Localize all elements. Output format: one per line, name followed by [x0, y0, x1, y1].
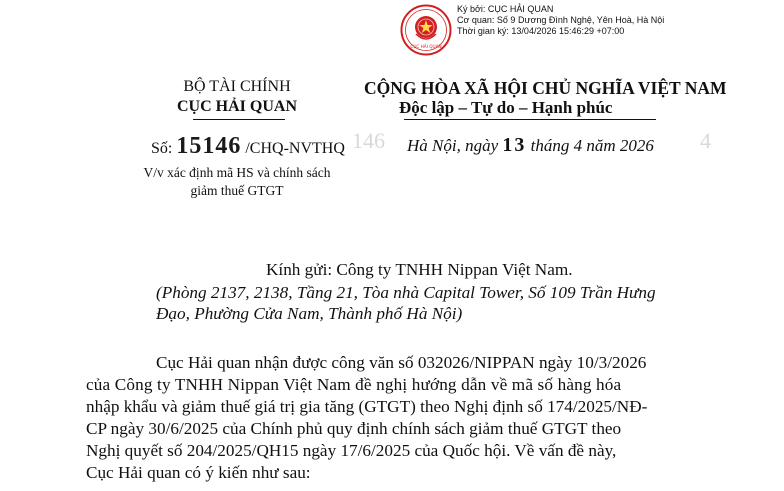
recipient-address-line-1: (Phòng 2137, 2138, Tầng 21, Tòa nhà Capital Tower, Số 109 Trần Hưng: [156, 283, 656, 302]
number-value: 15146: [176, 133, 242, 159]
body-line-6: Cục Hải quan có ý kiến như sau:: [86, 463, 311, 482]
date-suffix: tháng 4 năm 2026: [530, 136, 654, 155]
signature-signer: Ký bởi: CỤC HẢI QUAN: [457, 4, 554, 14]
subject-line-2: giảm thuế GTGT: [190, 183, 284, 198]
motto-underline: [404, 119, 656, 120]
nation-title: CỘNG HÒA XÃ HỘI CHỦ NGHĨA VIỆT NAM: [364, 78, 727, 98]
document-date: [407, 134, 654, 157]
body-line-2: của Công ty TNHH Nippan Việt Nam đề nghị hướng dẫn về mã số hàng hóa: [86, 375, 622, 394]
stamp-ghost-right: 4: [700, 128, 711, 153]
ministry-name: BỘ TÀI CHÍNH: [183, 78, 291, 95]
body-line-1: Cục Hải quan nhận được công văn số 032026/NIPPAN ngày 10/3/2026: [156, 353, 647, 372]
department-name: CỤC HẢI QUAN: [177, 98, 297, 115]
seal-text: CỤC HẢI QUAN: [410, 44, 442, 49]
recipient-address-line-2: Đạo, Phường Cửa Nam, Thành phố Hà Nội): [156, 304, 463, 323]
motto: Độc lập – Tự do – Hạnh phúc: [399, 98, 613, 117]
signature-time: Thời gian ký: 13/04/2026 15:46:29 +07:00: [457, 26, 625, 36]
document-number: [151, 133, 345, 160]
body-line-3: nhập khẩu và giảm thuế giá trị gia tăng (GTGT) theo Nghị định số 174/2025/NĐ-: [86, 397, 648, 416]
date-day: 13: [502, 134, 527, 156]
body-line-5: Nghị quyết số 204/2025/QH15 ngày 17/6/2025 của Quốc hội. Về vấn đề này,: [86, 441, 617, 460]
number-suffix: /CHQ-NVTHQ: [245, 140, 345, 157]
number-prefix: Số:: [151, 140, 173, 157]
date-prefix: Hà Nội, ngày: [407, 136, 499, 155]
stamp-ghost-left: 146: [352, 128, 385, 153]
body-line-4: CP ngày 30/6/2025 của Chính phủ quy định chính sách giảm thuế GTGT theo: [86, 419, 622, 438]
recipient-greeting: Kính gửi: Công ty TNHH Nippan Việt Nam.: [266, 260, 573, 279]
department-underline: [193, 119, 285, 120]
signature-agency: Cơ quan: Số 9 Dương Đình Nghệ, Yên Hoà, Hà Nội: [457, 15, 665, 25]
customs-seal-icon: [400, 4, 452, 56]
subject-line-1: V/v xác định mã HS và chính sách: [143, 165, 331, 180]
